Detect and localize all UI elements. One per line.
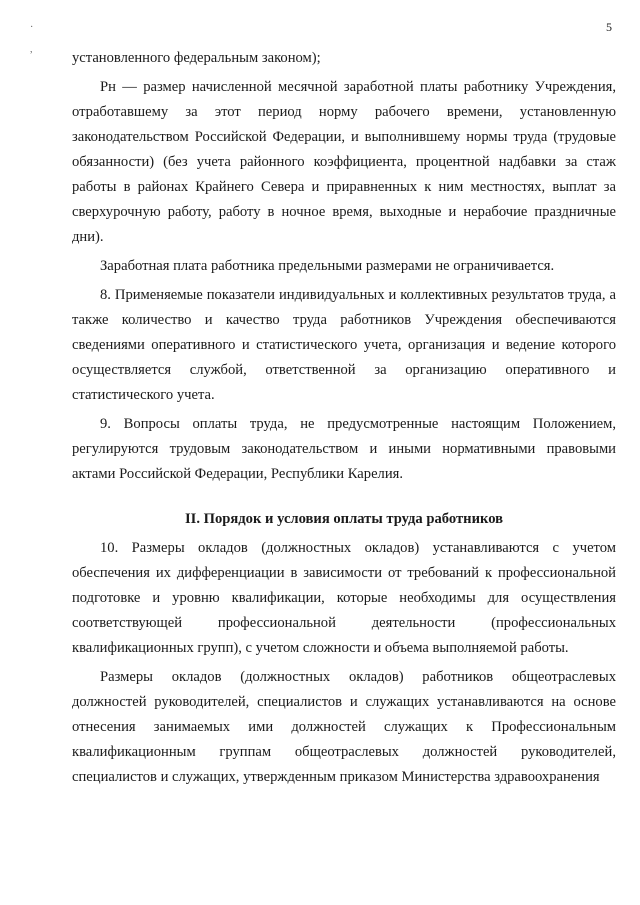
scan-mark: ,	[30, 44, 33, 55]
scan-mark: ·	[30, 22, 34, 33]
document-body	[72, 46, 616, 790]
paragraph-continuation: установленного федеральным законом);	[72, 50, 321, 66]
paragraph-item-8: 8. Применяемые показатели индивидуальных и коллективных результатов труда, а также количество и качество труда работников Учреждения обеспечиваются сведениями оперативного и статистического учета, организация и ведение которого осуществляется службой, ответственной за организацию оперативного и статистического учета.	[72, 287, 616, 403]
paragraph-salary-limit: Заработная плата работника предельными размерами не ограничивается.	[100, 258, 555, 274]
paragraph-item-10: 10. Размеры окладов (должностных окладов) устанавливаются с учетом обеспечения их дифференциации в зависимости от требований к профессиональной подготовке и уровню квалификации, которые необходимы для осуществления соответствующей профессиональной деятельности (профессиональных квалификационных групп), с учетом сложности и объема выполняемой работы.	[72, 540, 616, 656]
paragraph-rn-definition: Pн — размер начисленной месячной заработной платы работнику Учреждения, отработавшему за этот период норму рабочего времени, установленную законодательством Российской Федерации, и выполнившему нормы труда (трудовые обязанности) (без учета районного коэффициента, процентной надбавки за стаж работы в районах Крайнего Севера и приравненных к ним местностях, выплат за сверхурочную работу, работу в ночное время, выходные и нерабочие праздничные дни).	[72, 79, 616, 245]
page-number: 5	[606, 20, 612, 34]
paragraph-salary-sizes: Размеры окладов (должностных окладов) работников общеотраслевых должностей руководителей, специалистов и служащих устанавливаются на основе отнесения занимаемых ими должностей служащих к Профессиональным квалификационным группам общеотраслевых должностей руководителей, специалистов и служащих, утвержденным приказом Министерства здравоохранения	[72, 669, 616, 785]
paragraph-item-9: 9. Вопросы оплаты труда, не предусмотренные настоящим Положением, регулируются трудовым законодательством и иными нормативными правовыми актами Российской Федерации, Республики Карелия.	[72, 416, 616, 482]
section-heading: II. Порядок и условия оплаты труда работников	[184, 511, 504, 527]
